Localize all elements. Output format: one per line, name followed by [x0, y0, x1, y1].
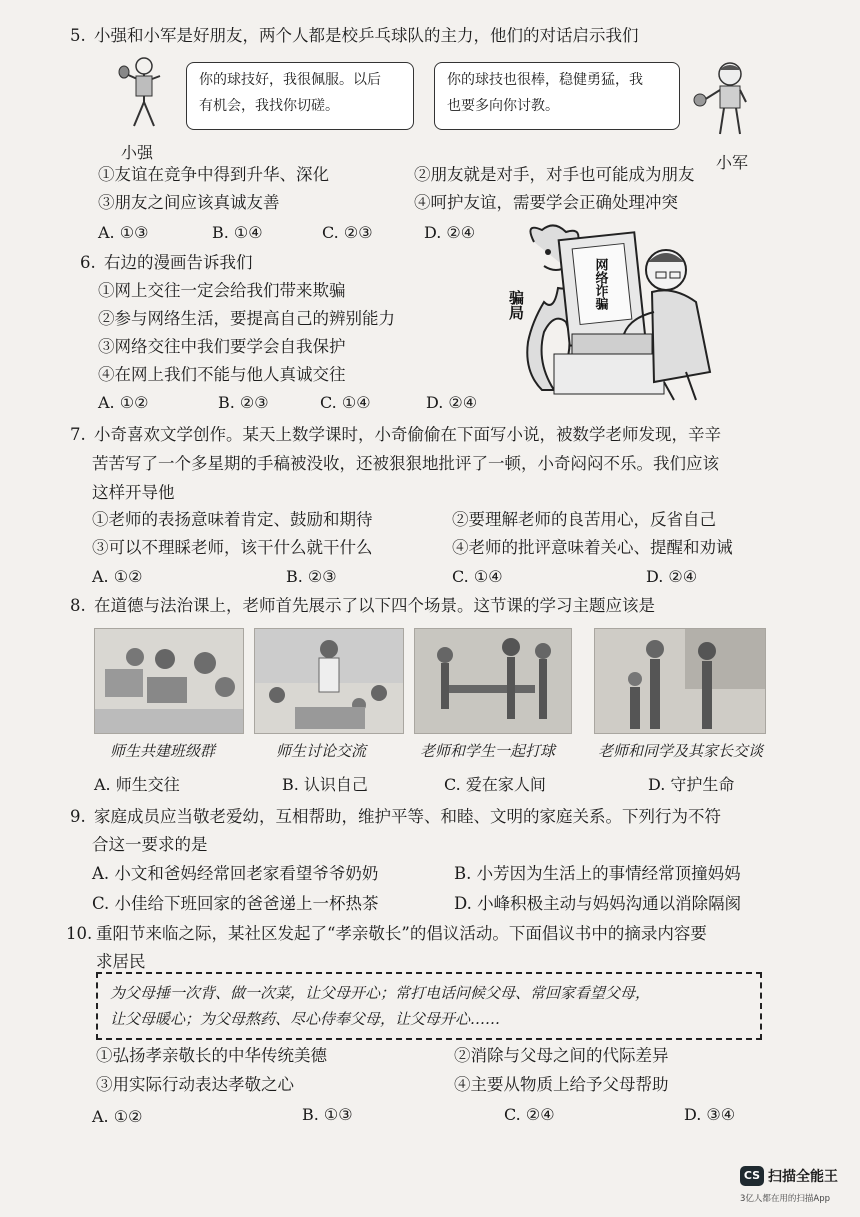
xiaoqiang-figure — [116, 56, 172, 132]
q7-stem-line-2: 苦苦写了一个多星期的手稿被没收，还被狠狠地批评了一顿，小奇闷闷不乐。我们应该 — [92, 454, 719, 473]
speaker-xiaojun: 小军 — [716, 153, 749, 172]
q6-item-1: ①网上交往一定会给我们带来欺骗 — [98, 281, 346, 300]
q5-option-b: B. ①④ — [212, 223, 263, 242]
camscanner-tagline: 3亿人都在用的扫描App — [740, 1194, 831, 1204]
q6-option-c: C. ①④ — [320, 393, 371, 412]
q5-item-3: ③朋友之间应该真诚友善 — [98, 193, 280, 212]
scene-caption-4: 老师和同学及其家长交谈 — [598, 742, 764, 760]
q5-item-4: ④呵护友谊，需要学会正确处理冲突 — [414, 193, 678, 212]
q10-stem-line-1: 10. 重阳节来临之际，某社区发起了“孝亲敬长”的倡议活动。下面倡议书中的摘录内容要 — [66, 924, 707, 943]
q6-stem: 6. 右边的漫画告诉我们 — [80, 253, 253, 272]
q7-item-3: ③可以不理睬老师，该干什么就干什么 — [92, 538, 373, 557]
q7-option-a: A. ①② — [92, 567, 143, 586]
q5-option-d: D. ②④ — [424, 223, 476, 242]
q5-item-2: ②朋友就是对手，对手也可能成为朋友 — [414, 165, 695, 184]
q10-option-d: D. ③④ — [684, 1105, 736, 1124]
q8-stem: 8. 在道德与法治课上，老师首先展示了以下四个场景。这节课的学习主题应该是 — [70, 596, 655, 615]
q5-option-c: C. ②③ — [322, 223, 373, 242]
q8-option-d: D. 守护生命 — [648, 775, 735, 794]
q7-stem-line-1: 7. 小奇喜欢文学创作。某天上数学课时，小奇偷偷在下面写小说，被数学老师发现，辛辛 — [70, 425, 721, 444]
q8-option-a: A. 师生交往 — [94, 775, 180, 794]
q10-option-c: C. ②④ — [504, 1105, 555, 1124]
q10-option-a: A. ①② — [92, 1107, 143, 1126]
q5-option-a: A. ①③ — [98, 223, 149, 242]
xiaojun-figure — [690, 60, 752, 140]
q9-option-b: B. 小芳因为生活上的事情经常顶撞妈妈 — [454, 864, 741, 883]
q6-option-b: B. ②③ — [218, 393, 269, 412]
speaker-xiaoqiang: 小强 — [121, 143, 154, 162]
q7-stem-line-3: 这样开导他 — [92, 483, 175, 502]
camscanner-logo-icon: CS — [740, 1166, 764, 1186]
q5-stem: 5. 小强和小军是好朋友，两个人都是校乒乓球队的主力，他们的对话启示我们 — [70, 26, 639, 45]
q7-item-2: ②要理解老师的良苦用心，反省自己 — [452, 510, 716, 529]
q7-item-4: ④老师的批评意味着关心、提醒和劝诫 — [452, 538, 733, 557]
q9-stem-line-1: 9. 家庭成员应当敬老爱幼，互相帮助，维护平等、和睦、文明的家庭关系。下列行为不符 — [70, 807, 721, 826]
q10-item-4: ④主要从物质上给予父母帮助 — [454, 1075, 669, 1094]
q5-item-1: ①友谊在竞争中得到升华、深化 — [98, 165, 329, 184]
internet-fraud-cartoon — [507, 222, 720, 402]
q8-option-b: B. 认识自己 — [282, 775, 368, 794]
q7-option-b: B. ②③ — [286, 567, 337, 586]
speech-bubble-xiaoqiang: 你的球技好，我很佩服。以后 有机会，我找你切磋。 — [186, 62, 414, 130]
speech-bubble-xiaojun: 你的球技也很棒，稳健勇猛，我 也要多向你讨教。 — [434, 62, 680, 130]
q9-stem-line-2: 合这一要求的是 — [92, 835, 208, 854]
cartoon-label-internet-fraud: 网络诈骗 — [592, 258, 608, 310]
q6-item-4: ④在网上我们不能与他人真诚交往 — [98, 365, 346, 384]
q8-option-c: C. 爱在家人间 — [444, 775, 546, 794]
scene-photo-2 — [254, 628, 404, 734]
q9-option-a: A. 小文和爸妈经常回老家看望爷爷奶奶 — [92, 864, 379, 883]
q10-option-b: B. ①③ — [302, 1105, 353, 1124]
q6-item-3: ③网络交往中我们要学会自我保护 — [98, 337, 346, 356]
q7-option-c: C. ①④ — [452, 567, 503, 586]
q6-option-d: D. ②④ — [426, 393, 478, 412]
q10-item-3: ③用实际行动表达孝敬之心 — [96, 1075, 294, 1094]
q10-item-2: ②消除与父母之间的代际差异 — [454, 1046, 669, 1065]
scene-caption-2: 师生讨论交流 — [276, 742, 367, 760]
camscanner-name: 扫描全能王 — [768, 1169, 838, 1185]
q6-option-a: A. ①② — [98, 393, 149, 412]
proposal-excerpt-box — [96, 972, 762, 1040]
scene-photo-4 — [594, 628, 766, 734]
scene-caption-3: 老师和学生一起打球 — [420, 742, 556, 760]
q9-option-c: C. 小佳给下班回家的爸爸递上一杯热茶 — [92, 894, 379, 913]
scene-caption-1: 师生共建班级群 — [110, 742, 216, 760]
cartoon-label-scam: 骗局 — [507, 290, 525, 320]
proposal-excerpt-line-2: 让父母暖心；为父母熬药、尽心侍奉父母，让父母开心…… — [110, 1010, 501, 1028]
proposal-excerpt-line-1: 为父母捶一次背、做一次菜，让父母开心；常打电话问候父母、常回家看望父母， — [110, 984, 651, 1002]
scene-photo-1 — [94, 628, 244, 734]
q9-option-d: D. 小峰积极主动与妈妈沟通以消除隔阂 — [454, 894, 742, 913]
q10-stem-line-2: 求居民 — [96, 952, 146, 971]
q7-option-d: D. ②④ — [646, 567, 698, 586]
q7-item-1: ①老师的表扬意味着肯定、鼓励和期待 — [92, 510, 373, 529]
scene-photo-3 — [414, 628, 572, 734]
q6-item-2: ②参与网络生活，要提高自己的辨别能力 — [98, 309, 395, 328]
q10-item-1: ①弘扬孝亲敬长的中华传统美德 — [96, 1046, 327, 1065]
